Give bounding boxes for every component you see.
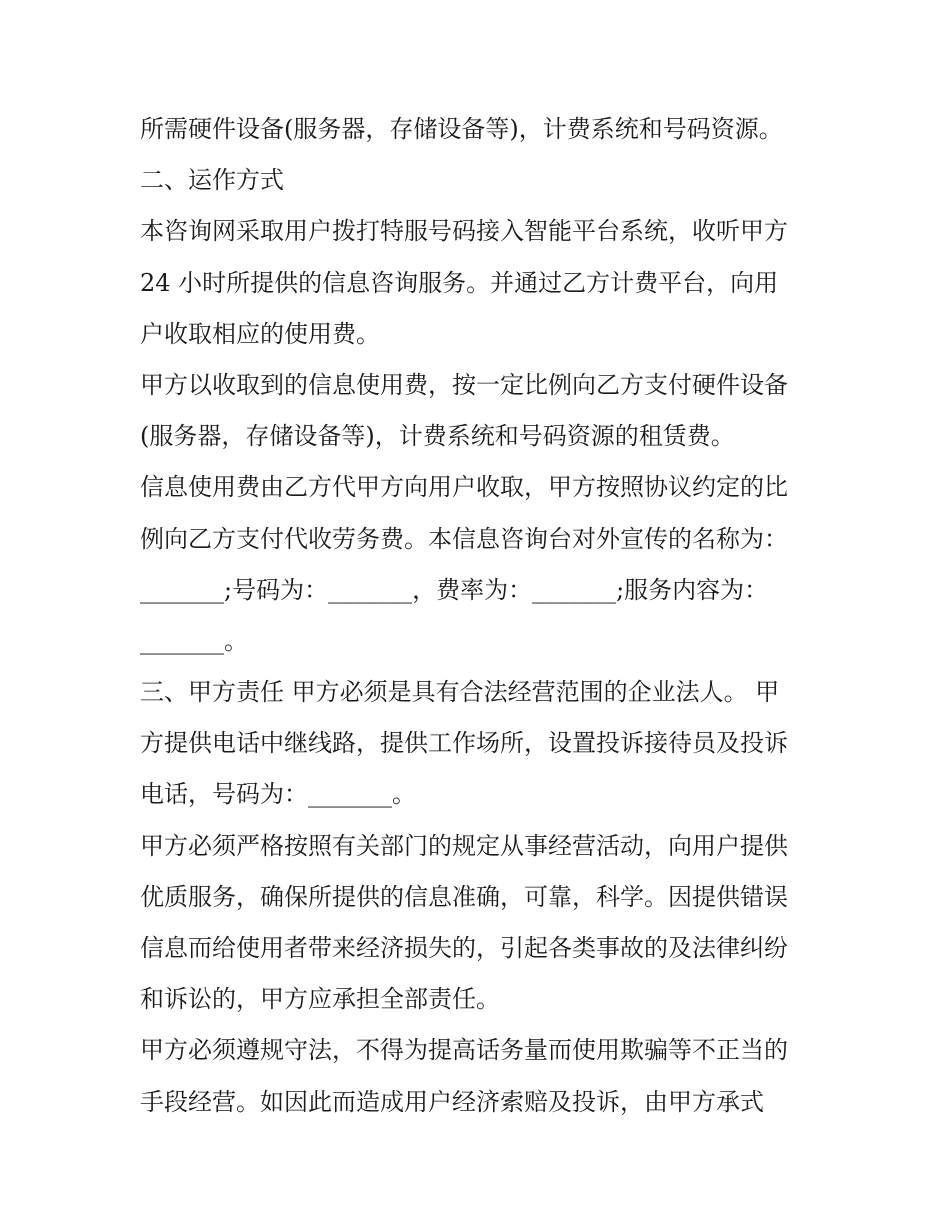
- text-line: 例向乙方支付代收劳务费。本信息咨询台对外宣传的名称为：: [140, 524, 788, 553]
- text-line: 所需硬件设备(服务器，存储设备等)，计费系统和号码资源。: [140, 115, 783, 143]
- text-line: (服务器，存储设备等)，计费系统和号码资源的租赁费。: [140, 422, 735, 451]
- text-line: _______。: [140, 626, 248, 655]
- text-line: 信息而给使用者带来经济损失的，引起各类事故的及法律纠纷: [140, 934, 788, 962]
- text-line: 甲方必须严格按照有关部门的规定从事经营活动，向用户提供: [140, 831, 788, 860]
- text-line: _______;号码为：_______，费率为：_______;服务内容为：: [140, 575, 769, 604]
- text-line: 电话，号码为：_______。: [140, 780, 416, 809]
- text-line: 方提供电话中继线路，提供工作场所，设置投诉接待员及投诉: [140, 729, 788, 758]
- text-line: 户收取相应的使用费。: [140, 319, 380, 348]
- text-line: 甲方以收取到的信息使用费，按一定比例向乙方支付硬件设备: [140, 370, 788, 399]
- section-heading: 二、运作方式: [140, 166, 284, 195]
- text-line: 甲方必须遵规守法，不得为提高话务量而使用欺骗等不正当的: [140, 1036, 788, 1065]
- text-line: 优质服务，确保所提供的信息准确，可靠，科学。因提供错误: [140, 882, 788, 911]
- text-line: 和诉讼的，甲方应承担全部责任。: [140, 985, 500, 1014]
- text-line: 信息使用费由乙方代甲方向用户收取，甲方按照协议约定的比: [140, 473, 788, 502]
- document-body: [140, 104, 820, 1128]
- text-line: 手段经营。如因此而造成用户经济索赔及投诉，由甲方承式: [140, 1087, 764, 1116]
- text-line: 本咨询网采取用户拨打特服号码接入智能平台系统，收听甲方: [140, 217, 788, 246]
- section-heading: 三、甲方责任 甲方必须是具有合法经营范围的企业法人。 甲: [140, 678, 780, 707]
- text-line: 24 小时所提供的信息咨询服务。并通过乙方计费平台，向用: [140, 268, 779, 297]
